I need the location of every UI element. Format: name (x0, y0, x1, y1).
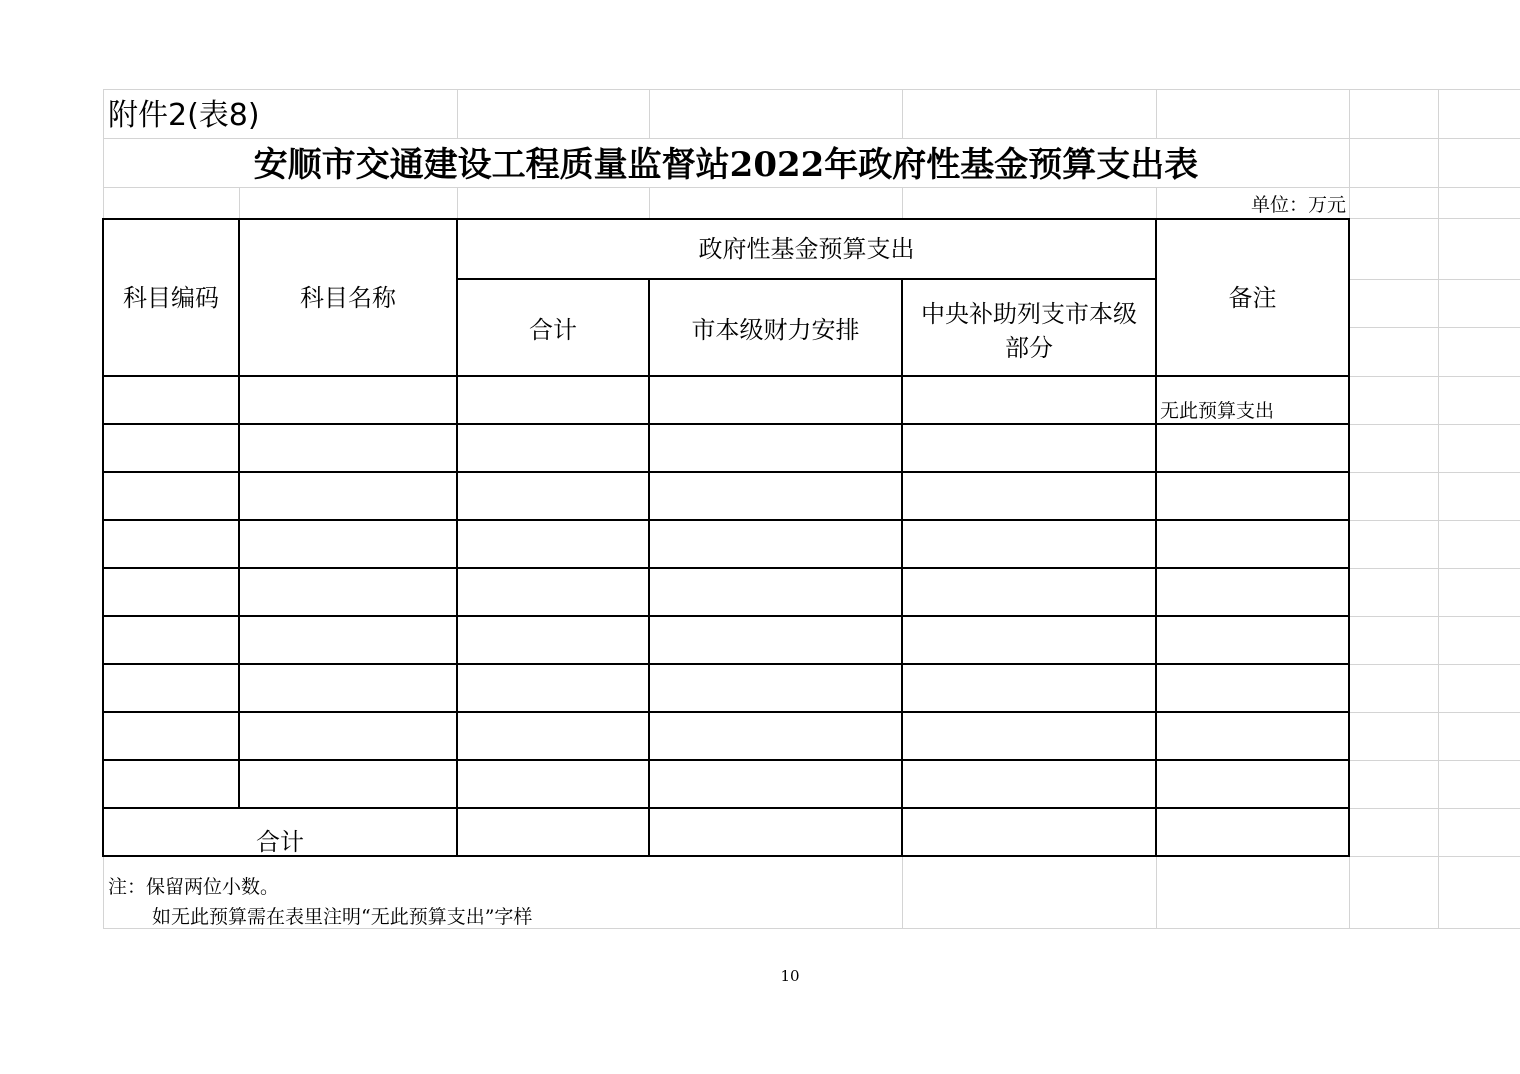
header-subject-name: 科目名称 (300, 284, 396, 312)
row-remark: 无此预算支出 (1160, 400, 1275, 422)
page-title: 安顺市交通建设工程质量监督站2022年政府性基金预算支出表 (253, 145, 1199, 185)
header-city-level: 市本级财力安排 (691, 316, 860, 344)
header-central-subsidy: 中央补助列支市本级部分 (921, 300, 1137, 362)
note-line-1: 注：保留两位小数。 (108, 876, 280, 898)
note-line-2: 如无此预算需在表里注明“无此预算支出”字样 (152, 906, 533, 928)
header-total: 合计 (529, 316, 577, 344)
page-number: 10 (780, 967, 800, 985)
header-remarks: 备注 (1228, 284, 1277, 312)
header-fund-expenditure: 政府性基金预算支出 (698, 235, 915, 263)
total-row-label: 合计 (256, 828, 304, 856)
unit-label: 单位：万元 (1250, 194, 1346, 216)
attachment-label: 附件2(表8) (108, 98, 260, 133)
header-subject-code: 科目编码 (123, 284, 219, 312)
